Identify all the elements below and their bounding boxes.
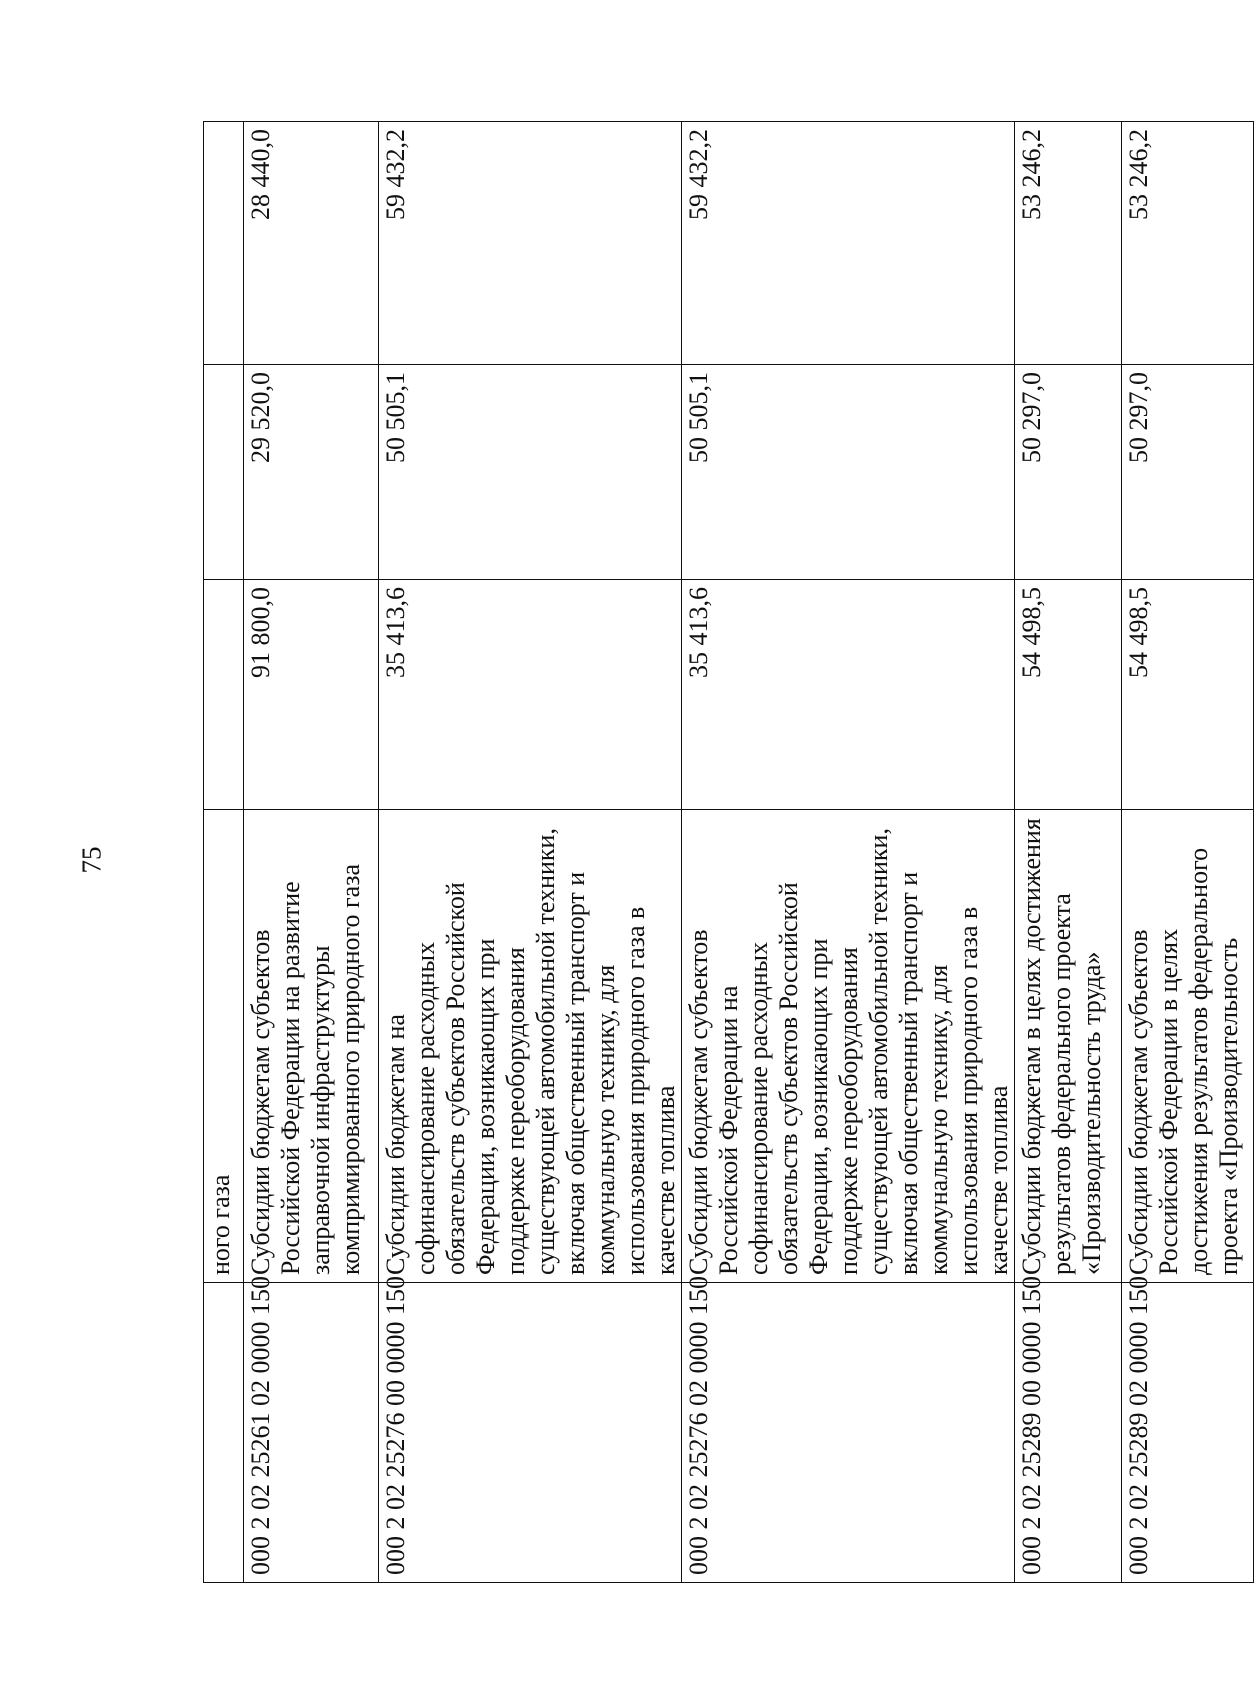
table-row [379, 122, 682, 1583]
page-number: 75 [76, 846, 107, 874]
table-row [244, 122, 379, 1583]
code-cell: 000 2 02 25289 02 0000 150 [1122, 1283, 1254, 1583]
name-cell: Субсидии бюджетам субъектов Российской Федерации на развитие заправочной инфраструктуры компримированного природного газа [244, 810, 379, 1283]
name-cell: Субсидии бюджетам субъектов Российской Федерации на софинансирование расходных обязательств субъектов Российской Федерации, возникающих при поддержке переоборудования существующей автомобильной техники, включая общественный транспорт и коммунальную технику, для использования природного газа в качестве топлива [682, 810, 1015, 1283]
value-cell [204, 365, 244, 580]
code-cell: 000 2 02 25289 00 0000 150 [1015, 1283, 1122, 1583]
value-cell: 50 297,0 [1015, 365, 1122, 580]
code-cell: 000 2 02 25261 02 0000 150 [244, 1283, 379, 1583]
value-cell: 50 505,1 [682, 365, 1015, 580]
value-cell: 91 800,0 [244, 580, 379, 810]
value-cell [204, 122, 244, 365]
value-cell: 50 505,1 [379, 365, 682, 580]
table-row [1122, 122, 1254, 1583]
table-row [682, 122, 1015, 1583]
value-cell: 59 432,2 [682, 122, 1015, 365]
value-cell: 50 297,0 [1122, 365, 1254, 580]
code-cell [204, 1283, 244, 1583]
value-cell: 28 440,0 [244, 122, 379, 365]
code-cell: 000 2 02 25276 00 0000 150 [379, 1283, 682, 1583]
value-cell: 54 498,5 [1015, 580, 1122, 810]
value-cell: 53 246,2 [1015, 122, 1122, 365]
name-cell: Субсидии бюджетам субъектов Российской Федерации в целях достижения результатов федерального проекта «Производительность [1122, 810, 1254, 1283]
name-cell: Субсидии бюджетам в целях достижения результатов федерального проекта «Производительность труда» [1015, 810, 1122, 1283]
budget-table-container [203, 122, 1243, 1583]
value-cell: 35 413,6 [379, 580, 682, 810]
value-cell: 54 498,5 [1122, 580, 1254, 810]
value-cell: 59 432,2 [379, 122, 682, 365]
budget-table [203, 121, 1254, 1583]
name-cell: Субсидии бюджетам на софинансирование расходных обязательств субъектов Российской Федерации, возникающих при поддержке переоборудования существующей автомобильной техники, включая общественный транспорт и коммунальную технику, для использования природного газа в качестве топлива [379, 810, 682, 1283]
value-cell [204, 580, 244, 810]
value-cell: 29 520,0 [244, 365, 379, 580]
value-cell: 35 413,6 [682, 580, 1015, 810]
name-cell: ного газа [204, 810, 244, 1283]
value-cell: 53 246,2 [1122, 122, 1254, 365]
code-cell: 000 2 02 25276 02 0000 150 [682, 1283, 1015, 1583]
table-row [1015, 122, 1122, 1583]
table-row-continuation [204, 122, 244, 1583]
